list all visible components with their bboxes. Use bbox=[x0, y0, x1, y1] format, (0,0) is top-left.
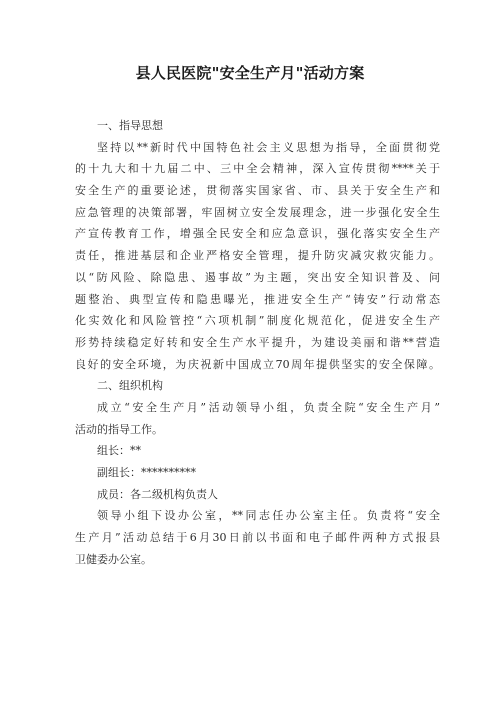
body-line: 组长：** bbox=[97, 444, 141, 458]
body-line: 副组长：********** bbox=[97, 466, 196, 479]
body-line: 安全生产的重要论述，贯彻落实国家省、市、县关于安全生产和 bbox=[75, 184, 440, 198]
body-line: 题整治、典型宣传和隐患曝光，推进安全生产“铸安”行动常态 bbox=[75, 292, 440, 306]
document-title: 县人民医院"安全生产月"活动方案 bbox=[135, 64, 365, 82]
document-body bbox=[75, 115, 440, 570]
body-line: 应急管理的决策部署，牢固树立安全发展理念，进一步强化安全生 bbox=[75, 205, 440, 219]
body-line: 二、组织机构 bbox=[97, 379, 163, 393]
body-line: 的十九大和十九届二中、三中全会精神，深入宣传贯彻****关于 bbox=[75, 162, 440, 176]
body-line: 良好的安全环境，为庆祝新中国成立70周年提供坚实的安全保障。 bbox=[75, 357, 440, 371]
body-line: 以“防风险、除隐患、遏事故”为主题，突出安全知识普及、问 bbox=[75, 270, 440, 284]
body-line: 成员：各二级机构负责人 bbox=[97, 487, 218, 501]
body-line: 生产月”活动总结于6月30日前以书面和电子邮件两种方式报县 bbox=[75, 531, 440, 545]
body-line: 卫健委办公室。 bbox=[75, 552, 152, 566]
body-line: 化实效化和风险管控“六项机制”制度化规范化，促进安全生产 bbox=[75, 314, 440, 328]
body-line: 责任，推进基层和企业严格安全管理，提升防灾减灾救灾能力。 bbox=[75, 249, 440, 263]
body-line: 活动的指导工作。 bbox=[75, 422, 163, 436]
body-line: 产宣传教育工作，增强全民安全和应急意识，强化落实安全生产 bbox=[75, 227, 440, 241]
body-line: 一、指导思想 bbox=[97, 119, 163, 132]
body-line: 成立“安全生产月”活动领导小组，负责全院“安全生产月” bbox=[97, 400, 440, 414]
body-line: 坚持以**新时代中国特色社会主义思想为指导，全面贯彻党 bbox=[97, 140, 440, 154]
body-line: 形势持续稳定好转和安全生产水平提升，为建设美丽和谐**营造 bbox=[75, 335, 440, 349]
body-line: 领导小组下设办公室，**同志任办公室主任。负责将“安全 bbox=[97, 509, 440, 523]
